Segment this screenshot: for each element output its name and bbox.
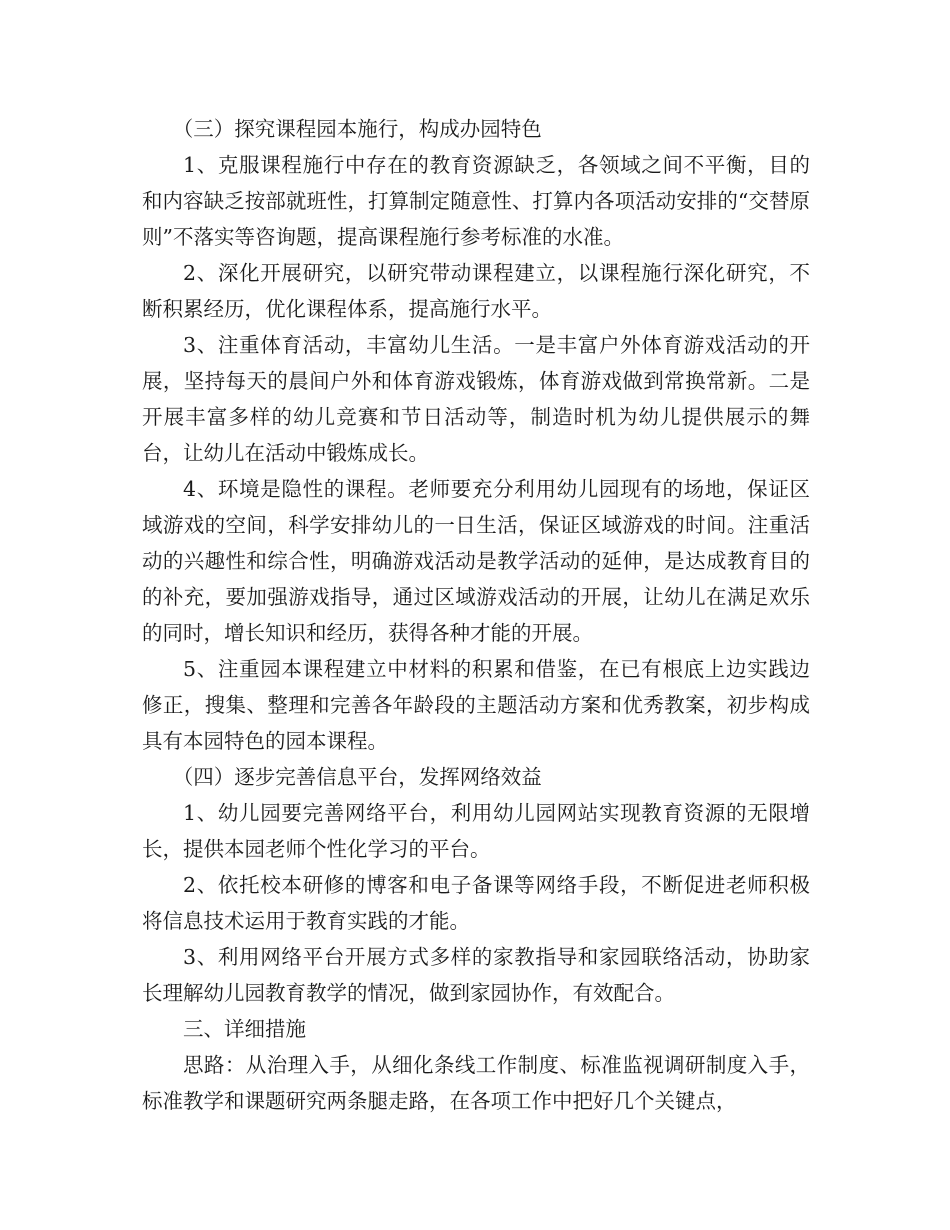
- paragraph: 3、注重体育活动，丰富幼儿生活。一是丰富户外体育游戏活动的开展，坚持每天的晨间户外和体育游戏锻炼，体育游戏做到常换常新。二是开展丰富多样的幼儿竞赛和节日活动等，制造时机为幼儿提供展示的舞台，让幼儿在活动中锻炼成长。: [142, 333, 810, 465]
- paragraph: 思路：从治理入手，从细化条线工作制度、标准监视调研制度入手，标准教学和课题研究两条腿走路，在各项工作中把好几个关键点，: [142, 1053, 810, 1113]
- paragraph: 5、注重园本课程建立中材料的积累和借鉴，在已有根底上边实践边修正，搜集、整理和完善各年龄段的主题活动方案和优秀教案，初步构成具有本园特色的园本课程。: [142, 657, 810, 753]
- paragraph: 4、环境是隐性的课程。老师要充分利用幼儿园现有的场地，保证区域游戏的空间，科学安排幼儿的一日生活，保证区域游戏的时间。注重活动的兴趣性和综合性，明确游戏活动是教学活动的延伸，是达成教育目的的补充，要加强游戏指导，通过区域游戏活动的开展，让幼儿在满足欢乐的同时，增长知识和经历，获得各种才能的开展。: [142, 477, 810, 645]
- section-heading-measures: 三、详细措施: [183, 1017, 306, 1041]
- paragraph: 1、克服课程施行中存在的教育资源缺乏，各领域之间不平衡，目的和内容缺乏按部就班性，打算制定随意性、打算内各项活动安排的“交替原则”不落实等咨询题，提高课程施行参考标准的水准。: [142, 153, 810, 249]
- document-body: [142, 111, 810, 1119]
- paragraph: 3、利用网络平台开展方式多样的家教指导和家园联络活动，协助家长理解幼儿园教育教学的情况，做到家园协作，有效配合。: [142, 945, 810, 1005]
- section-heading-4: （四）逐步完善信息平台，发挥网络效益: [172, 765, 542, 789]
- paragraph: 2、深化开展研究，以研究带动课程建立，以课程施行深化研究，不断积累经历，优化课程体系，提高施行水平。: [142, 261, 810, 321]
- paragraph: 2、依托校本研修的博客和电子备课等网络手段，不断促进老师积极将信息技术运用于教育实践的才能。: [142, 873, 810, 933]
- section-heading-3: （三）探究课程园本施行，构成办园特色: [172, 117, 542, 141]
- paragraph: 1、幼儿园要完善网络平台，利用幼儿园网站实现教育资源的无限增长，提供本园老师个性化学习的平台。: [142, 801, 810, 861]
